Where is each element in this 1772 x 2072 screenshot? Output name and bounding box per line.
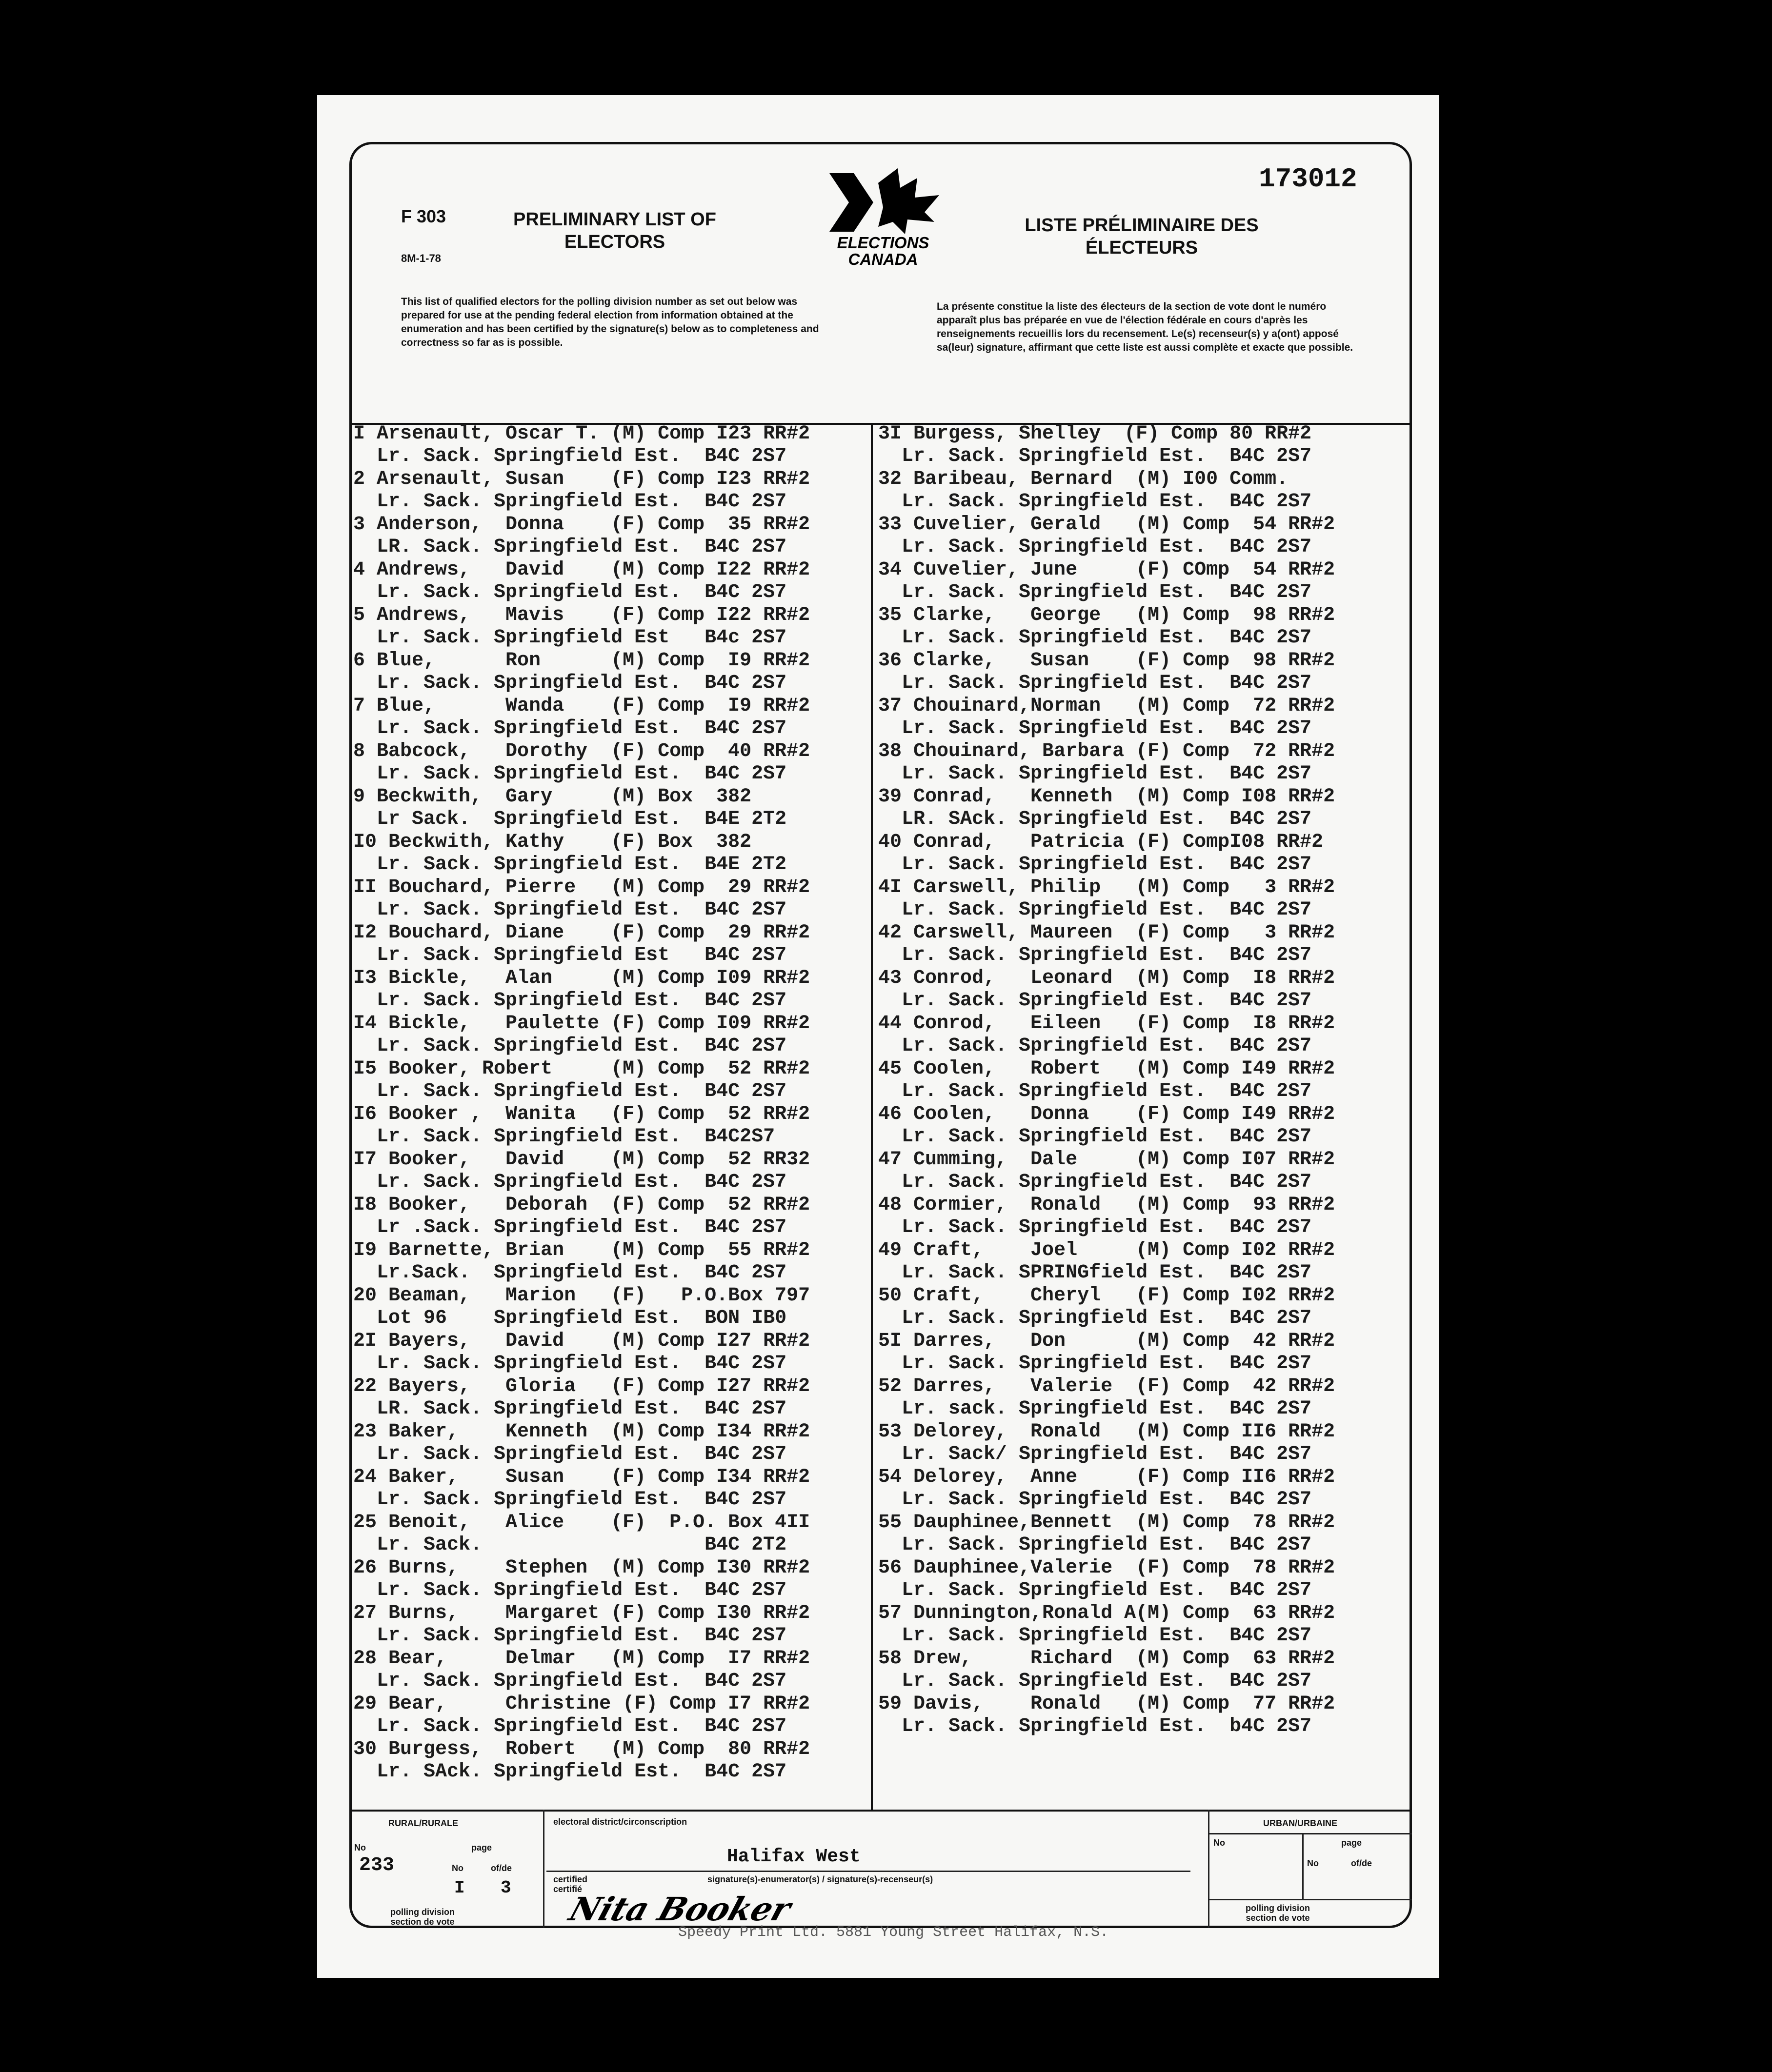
elector-address-line: Lr. Sack. Springfield Est. B4C 2S7 — [878, 536, 1312, 558]
form-number: F 303 — [401, 206, 446, 226]
elector-address-line: Lr. Sack. Springfield Est. B4C 2S7 — [878, 1171, 1312, 1193]
intro-french: La présente constitue la liste des électeurs de la section de vote dont le numéro apparaît plus bas préparée en vue de l'élection fédérale en cours d'après les renseignements recueillis lors du recensement. Le(s) recenseur(s) y a(ont) apposé sa(leur) signature, affirmant que cette liste est aussi complète et exacte que possible. — [937, 301, 1353, 353]
title-french: LISTE PRÉLIMINAIRE DES ÉLECTEURS — [1025, 215, 1259, 258]
elector-address-line: Lr. Sack/ Springfield Est. B4C 2S7 — [878, 1443, 1312, 1465]
elector-entry — [353, 1058, 810, 1103]
elector-name-line: 26 Burns, Stephen (M) Comp I30 RR#2 — [353, 1557, 810, 1579]
elector-name-line: I Arsenault, Oscar T. (M) Comp I23 RR#2 — [353, 423, 810, 445]
elector-entry — [878, 1602, 1335, 1648]
elector-address-line: Lr. Sack. Springfield Est. B4C 2S7 — [353, 1715, 787, 1737]
certified-label: certified certifié — [553, 1874, 588, 1894]
printer-line: Speedy Print Ltd. 5881 Young Street Halifax, N.S. — [678, 1924, 1109, 1941]
elector-entry — [353, 1421, 810, 1466]
elector-address-line: Lr. Sack. Springfield Est B4C 2S7 — [353, 944, 787, 966]
elector-address-line: Lr. Sack. Springfield Est. B4C 2S7 — [878, 672, 1312, 694]
page-value: I — [454, 1878, 465, 1898]
elector-address-line: Lr. Sack. Springfield Est. B4C 2S7 — [878, 899, 1312, 921]
elector-name-line: 34 Cuvelier, June (F) COmp 54 RR#2 — [878, 559, 1335, 581]
elector-entry — [878, 877, 1335, 922]
urban-no-label: No — [1213, 1838, 1225, 1848]
elector-address-line: Lr. Sack. Springfield Est. B4C 2S7 — [878, 854, 1312, 876]
elector-name-line: 28 Bear, Delmar (M) Comp I7 RR#2 — [353, 1648, 810, 1670]
elector-entry — [353, 1330, 810, 1375]
elector-name-line: I2 Bouchard, Diane (F) Comp 29 RR#2 — [353, 922, 810, 944]
elector-entry — [353, 1648, 810, 1693]
logo-text: ELECTIONS CANADA — [837, 234, 929, 268]
elector-address-line: Lr. Sack. Springfield Est. B4C 2S7 — [878, 1216, 1312, 1238]
elector-entry — [353, 740, 810, 786]
elector-entry — [878, 514, 1335, 559]
elector-address-line: Lr. Sack. Springfield Est. B4C 2S7 — [878, 1579, 1312, 1601]
elector-address-line: Lr. Sack. Springfield Est. B4C 2S7 — [353, 899, 787, 921]
polling-division-label: polling division section de vote — [390, 1907, 455, 1927]
elector-address-line: Lr. Sack. Springfield Est. B4C 2S7 — [353, 990, 787, 1012]
elector-name-line: 39 Conrad, Kenneth (M) Comp I08 RR#2 — [878, 786, 1335, 808]
elector-address-line: LR. Sack. Springfield Est. B4C 2S7 — [353, 1398, 787, 1420]
elector-name-line: 24 Baker, Susan (F) Comp I34 RR#2 — [353, 1466, 810, 1488]
maple-leaf-x-icon — [820, 168, 946, 237]
elector-name-line: 40 Conrad, Patricia (F) CompI08 RR#2 — [878, 831, 1324, 853]
page-of-label: of/de — [491, 1863, 512, 1873]
district-underline — [546, 1871, 1190, 1872]
elector-entry — [878, 1512, 1335, 1557]
elector-address-line: Lr. Sack. Springfield Est. B4C 2S7 — [353, 1443, 787, 1465]
elector-name-line: 56 Dauphinee,Valerie (F) Comp 78 RR#2 — [878, 1557, 1335, 1579]
elector-entry — [878, 1330, 1335, 1375]
elector-address-line: Lr. Sack. Springfield Est. B4C 2S7 — [878, 445, 1312, 467]
elector-entry — [353, 1738, 810, 1784]
elector-name-line: 5I Darres, Don (M) Comp 42 RR#2 — [878, 1330, 1335, 1352]
title-english: PRELIMINARY LIST OF ELECTORS — [513, 209, 716, 252]
elector-name-line: 27 Burns, Margaret (F) Comp I30 RR#2 — [353, 1602, 810, 1624]
elector-address-line: Lr. Sack. Springfield Est. B4C 2S7 — [878, 1080, 1312, 1102]
elector-name-line: 49 Craft, Joel (M) Comp I02 RR#2 — [878, 1239, 1335, 1261]
elector-entry — [878, 1648, 1335, 1693]
rural-box — [349, 1810, 544, 1928]
elector-address-line: Lr. Sack. Springfield Est. b4C 2S7 — [878, 1715, 1312, 1737]
elector-address-line: Lr. Sack. Springfield Est. B4C 2S7 — [353, 1489, 787, 1511]
elector-name-line: 8 Babcock, Dorothy (F) Comp 40 RR#2 — [353, 740, 810, 762]
elector-name-line: 32 Baribeau, Bernard (M) I00 Comm. — [878, 468, 1289, 490]
elector-name-line: 45 Coolen, Robert (M) Comp I49 RR#2 — [878, 1058, 1335, 1080]
elector-entry — [878, 1194, 1335, 1239]
elector-name-line: 4I Carswell, Philip (M) Comp 3 RR#2 — [878, 877, 1335, 898]
electors-list-sheet — [317, 95, 1439, 1978]
elector-address-line: Lr Sack. Springfield Est. B4E 2T2 — [353, 808, 787, 830]
page-no-label: No — [452, 1863, 463, 1873]
elector-entry — [878, 1557, 1335, 1602]
elector-entry — [353, 967, 810, 1013]
elector-name-line: 22 Bayers, Gloria (F) Comp I27 RR#2 — [353, 1375, 810, 1397]
urban-vrule — [1302, 1833, 1304, 1899]
elector-name-line: 58 Drew, Richard (M) Comp 63 RR#2 — [878, 1648, 1335, 1670]
elector-name-line: 55 Dauphinee,Bennett (M) Comp 78 RR#2 — [878, 1512, 1335, 1534]
elector-name-line: 52 Darres, Valerie (F) Comp 42 RR#2 — [878, 1375, 1335, 1397]
elector-address-line: Lr. Sack. Springfield Est. B4C 2S7 — [353, 1625, 787, 1647]
elector-address-line: Lr. Sack. SPRINGfield Est. B4C 2S7 — [878, 1262, 1312, 1284]
elector-entry — [878, 786, 1335, 831]
elector-name-line: 50 Craft, Cheryl (F) Comp I02 RR#2 — [878, 1285, 1335, 1307]
elector-address-line: Lr. Sack. Springfield Est. B4C2S7 — [353, 1126, 775, 1148]
elector-address-line: Lr. Sack. Springfield Est. B4C 2S7 — [878, 717, 1312, 739]
elector-address-line: Lr. Sack. Springfield Est. B4C 2S7 — [878, 1307, 1312, 1329]
elector-address-line: Lr. Sack. Springfield Est. B4C 2S7 — [878, 1489, 1312, 1511]
elector-name-line: 4 Andrews, David (M) Comp I22 RR#2 — [353, 559, 810, 581]
elector-name-line: 30 Burgess, Robert (M) Comp 80 RR#2 — [353, 1738, 810, 1760]
elector-address-line: Lot 96 Springfield Est. BON IB0 — [353, 1307, 787, 1329]
elector-entry — [878, 423, 1335, 468]
elector-address-line: Lr. SAck. Springfield Est. B4C 2S7 — [353, 1761, 787, 1783]
urban-polling-label: polling division section de vote — [1246, 1903, 1310, 1923]
elector-entry — [353, 1194, 810, 1239]
elector-name-line: 53 Delorey, Ronald (M) Comp II6 RR#2 — [878, 1421, 1335, 1443]
elector-entry — [353, 514, 810, 559]
elector-name-line: 2 Arsenault, Susan (F) Comp I23 RR#2 — [353, 468, 810, 490]
elector-address-line: Lr. Sack. Springfield Est. B4C 2S7 — [878, 1126, 1312, 1148]
electoral-district-label: electoral district/circonscription — [553, 1817, 687, 1827]
elector-entry — [878, 1149, 1335, 1194]
elector-name-line: 42 Carswell, Maureen (F) Comp 3 RR#2 — [878, 922, 1335, 944]
elector-address-line: Lr. Sack. Springfield Est. B4C 2S7 — [878, 763, 1312, 785]
elector-entry — [353, 1285, 810, 1330]
elector-address-line: Lr. Sack. Springfield Est. B4C 2S7 — [353, 717, 787, 739]
elector-entry — [878, 831, 1335, 877]
elector-name-line: II Bouchard, Pierre (M) Comp 29 RR#2 — [353, 877, 810, 898]
elector-entry — [878, 967, 1335, 1013]
urban-page-label: page — [1341, 1838, 1362, 1848]
elector-address-line: Lr. Sack. Springfield Est. B4C 2S7 — [878, 944, 1312, 966]
elector-name-line: I0 Beckwith, Kathy (F) Box 382 — [353, 831, 752, 853]
elector-name-line: 3 Anderson, Donna (F) Comp 35 RR#2 — [353, 514, 810, 536]
elector-name-line: I7 Booker, David (M) Comp 52 RR32 — [353, 1149, 810, 1171]
elector-name-line: I6 Booker , Wanita (F) Comp 52 RR#2 — [353, 1103, 810, 1125]
elector-name-line: 43 Conrod, Leonard (M) Comp I8 RR#2 — [878, 967, 1335, 989]
elector-entry — [878, 1421, 1335, 1466]
form-date: 8M-1-78 — [401, 252, 441, 264]
elector-entry — [878, 1375, 1335, 1421]
elector-name-line: 37 Chouinard,Norman (M) Comp 72 RR#2 — [878, 695, 1335, 717]
elector-address-line: Lr. Sack. Springfield Est. B4C 2S7 — [353, 445, 787, 467]
elector-entry — [353, 423, 810, 468]
intro-english: This list of qualified electors for the polling division number as set out below was prepared for use at the pending federal election from information obtained at the enumeration and has been certified by the signature(s) below as to completeness and correctness so far as is possible. — [401, 296, 819, 348]
elector-entry — [878, 559, 1335, 604]
elector-name-line: 3I Burgess, Shelley (F) Comp 80 RR#2 — [878, 423, 1312, 445]
elector-name-line: 54 Delorey, Anne (F) Comp II6 RR#2 — [878, 1466, 1335, 1488]
elector-entry — [878, 604, 1335, 650]
elector-address-line: Lr. Sack. Springfield Est. B4C 2S7 — [353, 1171, 787, 1193]
elector-name-line: 38 Chouinard, Barbara (F) Comp 72 RR#2 — [878, 740, 1335, 762]
elector-entry — [878, 1693, 1335, 1738]
elector-address-line: Lr. Sack. Springfield Est. B4E 2T2 — [353, 854, 787, 876]
elector-entry — [878, 650, 1335, 695]
elector-name-line: 59 Davis, Ronald (M) Comp 77 RR#2 — [878, 1693, 1335, 1715]
elector-name-line: 46 Coolen, Donna (F) Comp I49 RR#2 — [878, 1103, 1335, 1125]
elector-entry — [353, 1103, 810, 1149]
elector-name-line: 29 Bear, Christine (F) Comp I7 RR#2 — [353, 1693, 810, 1715]
elector-name-line: I3 Bickle, Alan (M) Comp I09 RR#2 — [353, 967, 810, 989]
elector-address-line: Lr.Sack. Springfield Est. B4C 2S7 — [353, 1262, 787, 1284]
elector-entry — [353, 1693, 810, 1738]
elector-address-line: Lr. Sack. B4C 2T2 — [353, 1534, 787, 1556]
elector-address-line: Lr. Sack. Springfield Est. B4C 2S7 — [353, 1080, 787, 1102]
elector-list-left — [353, 423, 810, 1784]
column-divider — [871, 424, 873, 1812]
elector-name-line: 33 Cuvelier, Gerald (M) Comp 54 RR#2 — [878, 514, 1335, 536]
elector-address-line: Lr .Sack. Springfield Est. B4C 2S7 — [353, 1216, 787, 1238]
elector-name-line: I4 Bickle, Paulette (F) Comp I09 RR#2 — [353, 1013, 810, 1035]
elector-name-line: 5 Andrews, Mavis (F) Comp I22 RR#2 — [353, 604, 810, 626]
enumerator-signature: Nita Booker — [564, 1890, 796, 1928]
elector-address-line: Lr. Sack. Springfield Est. B4C 2S7 — [353, 1670, 787, 1692]
elector-entry — [878, 1285, 1335, 1330]
elector-entry — [353, 1013, 810, 1058]
elector-entry — [878, 468, 1335, 514]
elector-name-line: 23 Baker, Kenneth (M) Comp I34 RR#2 — [353, 1421, 810, 1443]
elector-address-line: LR. SAck. Springfield Est. B4C 2S7 — [878, 808, 1312, 830]
elector-address-line: Lr. Sack. Springfield Est. B4C 2S7 — [878, 1670, 1312, 1692]
elections-canada-logo — [820, 168, 946, 266]
elector-entry — [353, 1239, 810, 1285]
elector-address-line: Lr. Sack. Springfield Est. B4C 2S7 — [878, 581, 1312, 603]
elector-name-line: 2I Bayers, David (M) Comp I27 RR#2 — [353, 1330, 810, 1352]
urban-page-no-label: No — [1307, 1858, 1319, 1868]
elector-entry — [353, 786, 810, 831]
elector-address-line: Lr. Sack. Springfield Est. B4C 2S7 — [353, 1035, 787, 1057]
elector-entry — [878, 1058, 1335, 1103]
elector-entry — [878, 1466, 1335, 1512]
elector-name-line: 57 Dunnington,Ronald A(M) Comp 63 RR#2 — [878, 1602, 1335, 1624]
elector-address-line: Lr. Sack. Springfield Est. B4C 2S7 — [878, 1035, 1312, 1057]
elector-name-line: 9 Beckwith, Gary (M) Box 382 — [353, 786, 752, 808]
elector-entry — [353, 1557, 810, 1602]
elector-entry — [878, 922, 1335, 967]
elector-entry — [353, 1466, 810, 1512]
serial-number: 173012 — [1259, 163, 1357, 195]
elector-name-line: 47 Cumming, Dale (M) Comp I07 RR#2 — [878, 1149, 1335, 1171]
elector-entry — [353, 1512, 810, 1557]
rural-label: RURAL/RURALE — [388, 1818, 458, 1828]
elector-entry — [878, 1103, 1335, 1149]
elector-address-line: Lr. Sack. Springfield Est. B4C 2S7 — [353, 672, 787, 694]
urban-label: URBAN/URBAINE — [1263, 1818, 1337, 1828]
elector-address-line: Lr. Sack. Springfield Est B4c 2S7 — [353, 627, 787, 649]
urban-rule — [1209, 1833, 1412, 1834]
elector-name-line: 35 Clarke, George (M) Comp 98 RR#2 — [878, 604, 1335, 626]
elector-entry — [353, 695, 810, 740]
elector-address-line: Lr. Sack. Springfield Est. B4C 2S7 — [878, 1353, 1312, 1375]
elector-address-line: Lr. Sack. Springfield Est. B4C 2S7 — [353, 491, 787, 513]
polling-number: 233 — [359, 1854, 395, 1876]
signature-label: signature(s)-enumerator(s) / signature(s)-recenseur(s) — [707, 1874, 933, 1884]
electoral-district: Halifax West — [727, 1846, 861, 1867]
elector-address-line: Lr. Sack. Springfield Est. B4C 2S7 — [878, 627, 1312, 649]
elector-address-line: Lr. Sack. Springfield Est. B4C 2S7 — [878, 1625, 1312, 1647]
page-total: 3 — [501, 1878, 511, 1898]
elector-name-line: 48 Cormier, Ronald (M) Comp 93 RR#2 — [878, 1194, 1335, 1216]
elector-name-line: I5 Booker, Robert (M) Comp 52 RR#2 — [353, 1058, 810, 1080]
elector-name-line: 6 Blue, Ron (M) Comp I9 RR#2 — [353, 650, 810, 672]
elector-name-line: 25 Benoit, Alice (F) P.O. Box 4II — [353, 1512, 810, 1534]
urban-of-label: of/de — [1351, 1858, 1372, 1868]
elector-address-line: Lr. Sack. Springfield Est. B4C 2S7 — [878, 990, 1312, 1012]
urban-box — [1208, 1810, 1412, 1928]
urban-rule-bottom — [1209, 1899, 1412, 1900]
elector-entry — [353, 1149, 810, 1194]
elector-entry — [878, 740, 1335, 786]
elector-address-line: Lr. Sack. Springfield Est. B4C 2S7 — [878, 1534, 1312, 1556]
elector-entry — [353, 877, 810, 922]
elector-name-line: 20 Beaman, Marion (F) P.O.Box 797 — [353, 1285, 810, 1307]
elector-name-line: 7 Blue, Wanda (F) Comp I9 RR#2 — [353, 695, 810, 717]
elector-name-line: I9 Barnette, Brian (M) Comp 55 RR#2 — [353, 1239, 810, 1261]
elector-address-line: Lr. Sack. Springfield Est. B4C 2S7 — [878, 491, 1312, 513]
elector-address-line: Lr. Sack. Springfield Est. B4C 2S7 — [353, 1579, 787, 1601]
elector-entry — [353, 468, 810, 514]
elector-entry — [353, 922, 810, 967]
page-label: page — [471, 1843, 492, 1853]
elector-name-line: I8 Booker, Deborah (F) Comp 52 RR#2 — [353, 1194, 810, 1216]
elector-entry — [878, 1013, 1335, 1058]
elector-entry — [353, 1602, 810, 1648]
elector-address-line: Lr. Sack. Springfield Est. B4C 2S7 — [353, 763, 787, 785]
elector-entry — [353, 831, 810, 877]
elector-address-line: Lr. Sack. Springfield Est. B4C 2S7 — [353, 1353, 787, 1375]
rural-no-label: No — [354, 1843, 366, 1853]
elector-name-line: 44 Conrod, Eileen (F) Comp I8 RR#2 — [878, 1013, 1335, 1035]
elector-entry — [878, 695, 1335, 740]
elector-entry — [353, 1375, 810, 1421]
elector-entry — [353, 650, 810, 695]
elector-entry — [353, 604, 810, 650]
elector-entry — [878, 1239, 1335, 1285]
elector-address-line: Lr. sack. Springfield Est. B4C 2S7 — [878, 1398, 1312, 1420]
elector-address-line: Lr. Sack. Springfield Est. B4C 2S7 — [353, 581, 787, 603]
elector-list-right — [878, 423, 1335, 1738]
elector-address-line: LR. Sack. Springfield Est. B4C 2S7 — [353, 536, 787, 558]
elector-name-line: 36 Clarke, Susan (F) Comp 98 RR#2 — [878, 650, 1335, 672]
elector-entry — [353, 559, 810, 604]
